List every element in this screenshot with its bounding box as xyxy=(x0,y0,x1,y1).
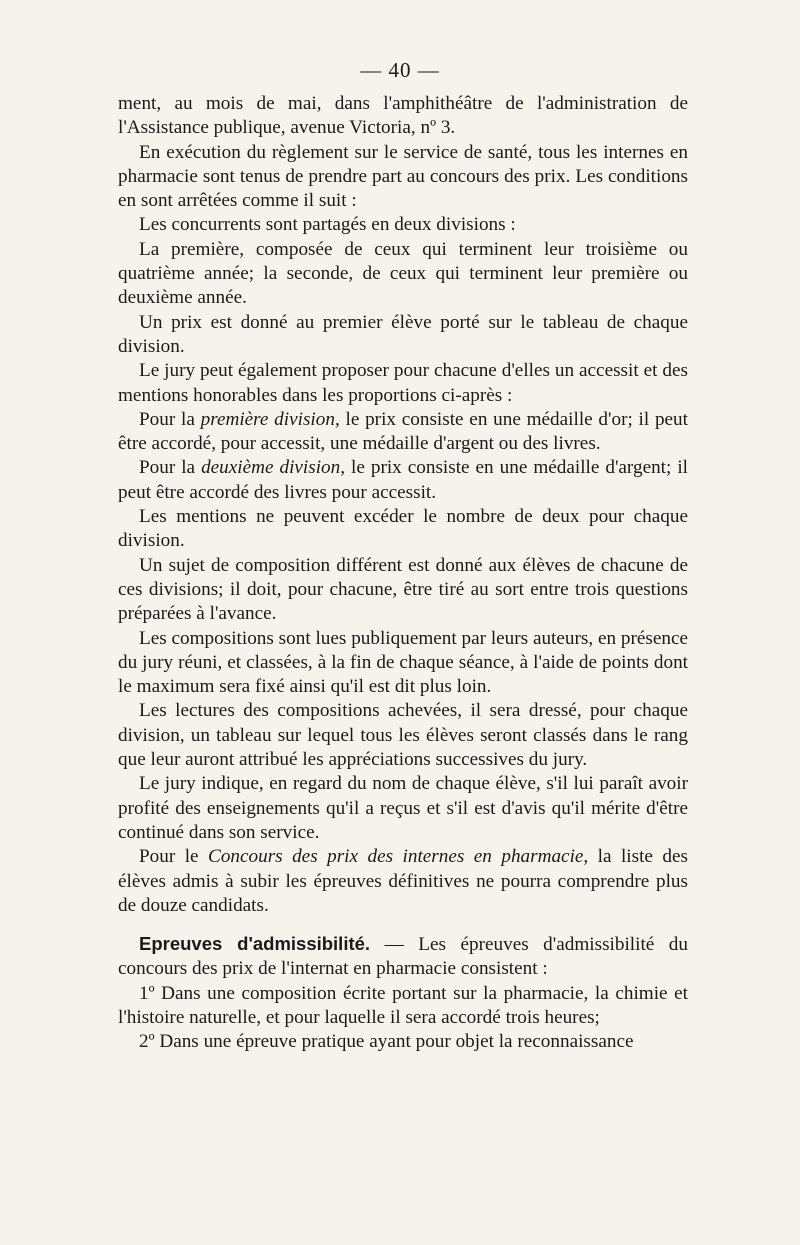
paragraph xyxy=(118,456,688,505)
paragraph: 1º Dans une composition écrite portant sur la pharmacie, la chimie et l'histoire naturelle, et pour laquelle il sera accordé trois heures; xyxy=(118,982,688,1028)
paragraph: Le jury indique, en regard du nom de chaque élève, s'il lui paraît avoir profité des enseignements qu'il a reçus et s'il est d'avis qu'il mérite d'être continué dans son service. xyxy=(118,773,688,843)
paragraph: La première, composée de ceux qui terminent leur troisième ou quatrième année; la seconde, de ceux qui terminent leur première ou deuxième année. xyxy=(118,238,688,309)
paragraph xyxy=(118,408,688,457)
paragraph-text: Pour la xyxy=(139,457,202,479)
paragraph: 2º Dans une épreuve pratique ayant pour objet la reconnaissance xyxy=(139,1031,634,1053)
paragraph-text: , le prix consiste en une médaille d'argent; il peut être accordé des livres pour accessit. xyxy=(118,457,688,503)
paragraph xyxy=(118,845,688,918)
paragraph: Un prix est donné au premier élève porté sur le tableau de chaque division. xyxy=(118,311,688,357)
paragraph-text: Pour le xyxy=(139,846,209,868)
emphasis: première division xyxy=(200,408,335,430)
emphasis: Concours des prix des internes en pharmacie xyxy=(208,846,584,868)
paragraph: Les mentions ne peuvent excéder le nombre de deux pour chaque division. xyxy=(118,506,688,552)
paragraph-text: — Les épreuves d'admissibilité du concours des prix de l'internat en pharmacie consistent : xyxy=(118,934,688,980)
body-text xyxy=(118,92,688,1055)
section-spacer xyxy=(118,918,688,932)
section-heading: Epreuves d'admissibilité. xyxy=(139,933,371,955)
paragraph: Les lectures des compositions achevées, il sera dressé, pour chaque division, un tableau sur lequel tous les élèves seront classés dans le rang que leur auront attribué les appréciations successives du jury. xyxy=(118,700,688,771)
page-number: — 40 — xyxy=(360,58,440,82)
paragraph: ment, au mois de mai, dans l'amphithéâtre de l'administration de l'Assistance publique, avenue Victoria, nº 3. xyxy=(118,93,688,139)
paragraph-text: , la liste des élèves admis à subir les épreuves définitives ne pourra comprendre plus de douze candidats. xyxy=(118,846,688,916)
paragraph: En exécution du règlement sur le service de santé, tous les internes en pharmacie sont tenus de prendre part au concours des prix. Les conditions en sont arrêtées comme il suit : xyxy=(118,141,688,212)
paragraph-text: Pour la xyxy=(139,408,201,430)
paragraph: Le jury peut également proposer pour chacune d'elles un accessit et des mentions honorables dans les proportions ci-après : xyxy=(118,360,688,406)
paragraph xyxy=(118,932,688,982)
paragraph-text: , le prix consiste en une médaille d'or; il peut être accordé, pour accessit, une médaille d'argent ou des livres. xyxy=(118,408,688,455)
emphasis: deuxième division xyxy=(201,457,341,479)
paragraph: Les compositions sont lues publiquement par leurs auteurs, en présence du jury réuni, et classées, à la fin de chaque séance, à l'aide de points dont le maximum sera fixé ainsi qu'il est dit plus loin. xyxy=(118,627,688,698)
paragraph: Les concurrents sont partagés en deux divisions : xyxy=(139,214,516,236)
paragraph: Un sujet de composition différent est donné aux élèves de chacune de ces divisions; il doit, pour chacune, être tiré au sort entre trois questions préparées à l'avance. xyxy=(118,554,688,625)
